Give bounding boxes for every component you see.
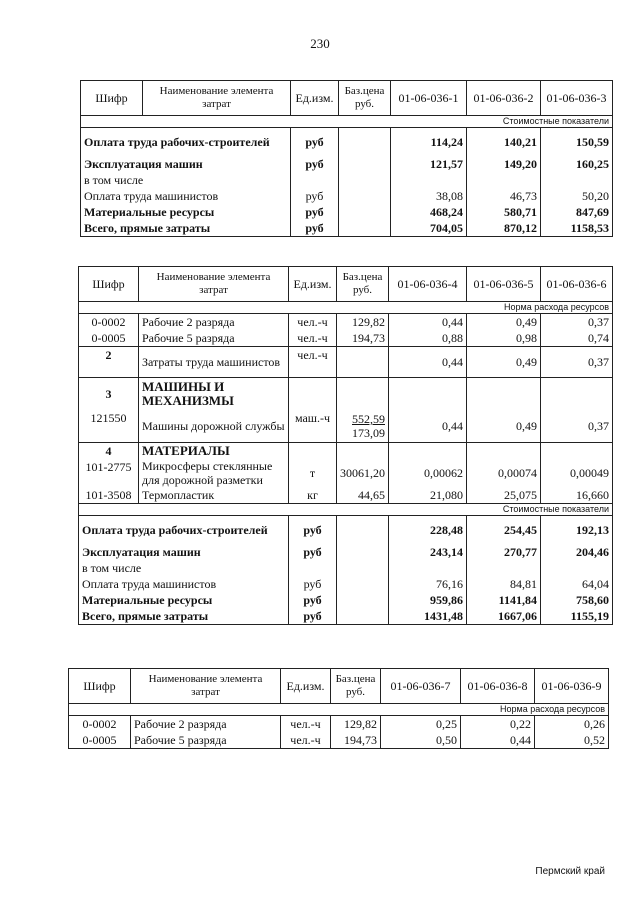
table-row: 3 МАШИНЫ И МЕХАНИЗМЫ <box>79 378 613 411</box>
section-label: Стоимостные показатели <box>81 116 613 128</box>
table-header <box>81 81 613 116</box>
table-1: Шифр Наименование элемента затрат Ед.изм. Баз.цена руб. 01-06-036-1 01-06-036-2 01-06-036-3 Стоимостные показатели Оплата труда рабочих-строителей руб 114,24 140,21 150,59 Эксплуатация машин руб 121,57 149,20 160,25 в том числе Оплата труда машинистов руб 38,08 46,73 50,20 Материальные ресурсы руб 468,24 580,71 847,69 Всего, прямые затраты руб 704,05 870,12 1158,53 <box>80 80 613 237</box>
col-code: Шифр <box>81 81 143 116</box>
table-row: 2 Затраты труда машинистов чел.-ч 0,44 0,49 0,37 <box>79 347 613 378</box>
table-row: 4 МАТЕРИАЛЫ <box>79 443 613 460</box>
section-label: Норма расхода ресурсов <box>69 704 609 716</box>
table-row: Всего, прямые затраты руб 1431,48 1667,06 1155,19 <box>79 608 613 625</box>
table-row: в том числе <box>81 172 291 188</box>
table-row: в том числе <box>79 560 613 576</box>
table-row: 101-3508 Термопластик кг 44,65 21,080 25,075 16,660 <box>79 487 613 504</box>
table-row: 101-2775 Микросферы стеклянные для дорожной разметки т 30061,20 0,00062 0,00074 0,00049 <box>79 459 613 487</box>
col-price: Баз.цена руб. <box>339 81 391 116</box>
table-row: Материальные ресурсы руб 959,86 1141,84 758,60 <box>79 592 613 608</box>
col-name: Наименование элемента затрат <box>143 81 291 116</box>
col-v2: 01-06-036-2 <box>467 81 541 116</box>
table-row: 121550 Машины дорожной службы маш.-ч 552,59 173,09 0,44 0,49 0,37 <box>79 410 613 443</box>
section-label: Норма расхода ресурсов <box>79 302 613 314</box>
table-row: Всего, прямые затраты <box>81 220 291 237</box>
table-3 <box>68 668 609 749</box>
col-v1: 01-06-036-1 <box>391 81 467 116</box>
table-row: Эксплуатация машин <box>81 156 291 172</box>
table-row: 0-0005 Рабочие 5 разряда чел.-ч 194,73 0,50 0,44 0,52 <box>69 732 609 749</box>
col-unit: Ед.изм. <box>291 81 339 116</box>
page-number: 230 <box>310 36 330 51</box>
table-2 <box>78 266 613 625</box>
table-row: Эксплуатация машин руб 243,14 270,77 204,46 <box>79 544 613 560</box>
table-row: Оплата труда рабочих-строителей руб 228,48 254,45 192,13 <box>79 516 613 545</box>
footer-region: Пермский край <box>535 866 605 877</box>
table-row: Материальные ресурсы <box>81 204 291 220</box>
table-row: Оплата труда рабочих-строителей <box>81 128 291 157</box>
table-header: Шифр Наименование элемента затрат Ед.изм. Баз.цена руб. 01-06-036-7 01-06-036-8 01-06-036-9 <box>69 669 609 704</box>
table-row: 0-0005 Рабочие 5 разряда чел.-ч 194,73 0,88 0,98 0,74 <box>79 330 613 347</box>
table-header: Шифр Наименование элемента затрат Ед.изм. Баз.цена руб. 01-06-036-4 01-06-036-5 01-06-036-6 <box>79 267 613 302</box>
table-row: 0-0002 Рабочие 2 разряда чел.-ч 129,82 0,44 0,49 0,37 <box>79 314 613 331</box>
table-row: Оплата труда машинистов руб 76,16 84,81 64,04 <box>79 576 613 592</box>
col-v3: 01-06-036-3 <box>541 81 613 116</box>
table-row: 0-0002 Рабочие 2 разряда чел.-ч 129,82 0,25 0,22 0,26 <box>69 716 609 733</box>
section-label: Стоимостные показатели <box>79 504 613 516</box>
table-row: Оплата труда машинистов <box>81 188 291 204</box>
